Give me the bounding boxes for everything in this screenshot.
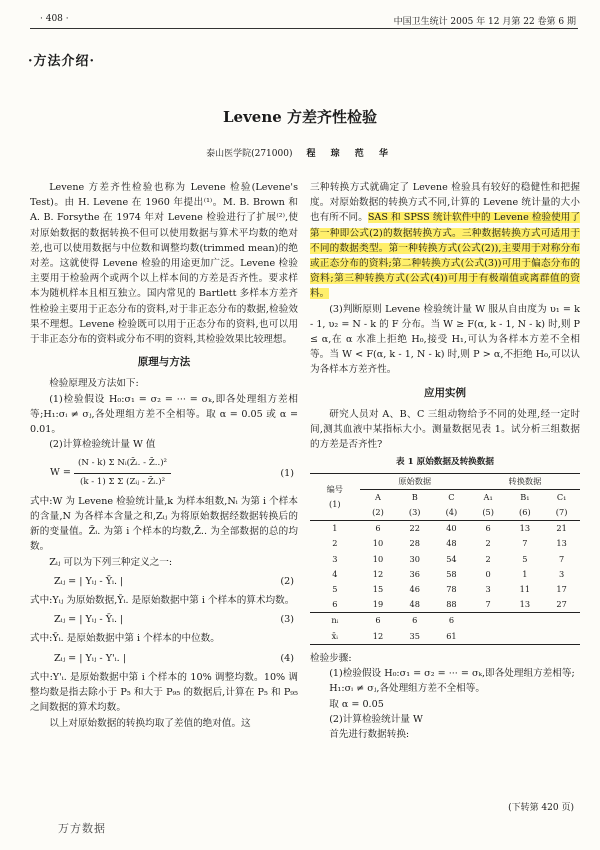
formula-w-lhs: W = <box>50 467 71 479</box>
table-cell: 6 <box>332 599 338 610</box>
affiliation-line <box>0 146 600 159</box>
left-last-line: 以上对原始数据的转换均取了差值的绝对值。这 <box>49 717 251 729</box>
step-1: (1)检验假设 H₀:σ₁ = σ₂ = ··· = σₖ,即各处理组方差相等;H₁:σᵢ ≠ σⱼ,各处理组方差不全相等。取 α = 0.05 或 α = 0.01。 <box>30 393 298 436</box>
table-body <box>310 521 580 613</box>
table-cell: 6 <box>485 523 491 534</box>
table-col-header: C₁ <box>556 491 567 502</box>
right-step-1b: H₁:σᵢ ≠ σⱼ,各处理组方差不全相等。 <box>329 683 485 695</box>
step-3: (3)判断原则 Levene 检验统计量 W 服从自由度为 υ₁ = k - 1, υ₂ = N - k 的 F 分布。当 W ≥ F(α, k - 1, N - k) 时,则 P ≤ α,在 α 水准上拒绝 H₀,接受 H₁,可认为各样本方差不全相等。当 W < F(α, k - 1, N - k) 时,则 P > α,不拒绝 H₀,可以认为各样本方差齐性。 <box>310 303 580 376</box>
table-cell: 3 <box>559 568 565 579</box>
continue-note: (下转第 420 页) <box>508 803 574 813</box>
table-col-number: (1) <box>329 498 341 509</box>
table-col-id: 编号 (1) <box>310 473 360 521</box>
table-row <box>310 597 580 613</box>
step-2: (2)计算检验统计量 W 值 <box>49 439 156 451</box>
table-cell: 48 <box>446 538 457 549</box>
table-cell: 28 <box>409 538 420 549</box>
table-mean-label: x̄ᵢ <box>331 630 338 641</box>
table-col-number: (3) <box>408 507 421 518</box>
section-label: ·方法介绍· <box>28 54 96 69</box>
right-step-1c: 取 α = 0.05 <box>329 698 384 710</box>
table-cell: 12 <box>372 630 384 641</box>
table-col-number: (5) <box>482 507 494 518</box>
example-paragraph: 研究人员对 A、B、C 三组动物给予不同的处理,经一定时间,测其血液中某指标大小。测量数据见表 1。试分析三组数据的方差是否齐性? <box>310 408 580 451</box>
table-group-trans: 转换数据 <box>470 473 580 489</box>
watermark: 万方数据 <box>58 822 106 835</box>
table-col-number: (7) <box>555 507 568 518</box>
data-table <box>310 455 580 644</box>
table-cell: 58 <box>446 568 457 579</box>
table-cell: 21 <box>556 523 567 534</box>
table-cell: 6 <box>412 615 418 626</box>
formula-2-expr: Zᵢⱼ = | Yᵢⱼ - Ȳᵢ. | <box>54 575 124 587</box>
table-col-header: C <box>448 491 455 502</box>
table-group-raw: 原始数据 <box>360 473 470 489</box>
header-rule <box>30 28 578 29</box>
table-caption: 表 1 原始数据及转换数据 <box>396 457 494 468</box>
table-cell: 4 <box>332 568 338 579</box>
intro-paragraph: Levene 方差齐性检验也称为 Levene 检验(Levene's Test)。由 H. Levene 在 1960 年提出⁽¹⁾。M. B. Brown 和 A. B. Forsythe 在 1974 年对 Levene 检验进行了扩展⁽²⁾,使对原始数据的数据转换不但可以使用数据与算术平均数的绝对差,也可以使用数据与中位数和调整均数(trimmed mean)的绝对差。这就使得 Levene 检验的用途更加广泛。Levene 检验主要用于检验两个或两个以上样本间的方差是否齐性。要求样本为随机样本且相互独立。国内常见的 Bartlett 多样本方差齐性检验主要用于正态分布的资料,对于非正态分布的数据,检验效果不理想。Levene 检验既可以用于正态分布的资料,也可以用于非正态分布的资料或分布不明的资料,其检验效果比较理想。 <box>30 182 298 346</box>
table-col-number: (2) <box>372 507 384 518</box>
equation-number-4: (4) <box>280 652 294 664</box>
table-row <box>310 521 580 537</box>
table-cell: 88 <box>446 599 457 610</box>
table-cell: 17 <box>556 584 567 595</box>
table-cell: 1 <box>522 568 528 579</box>
right-paragraph-1 <box>310 180 580 302</box>
right-column <box>310 180 580 742</box>
formula-2 <box>30 574 298 589</box>
table-cell: 61 <box>446 630 457 641</box>
formula-4 <box>30 651 298 666</box>
zij-intro: Zᵢⱼ 可以为下列三种定义之一: <box>49 556 173 568</box>
table-cell: 7 <box>559 553 565 564</box>
table-cell: 78 <box>446 584 457 595</box>
steps-title: 检验步骤: <box>310 652 352 664</box>
formula-4-expr: Zᵢⱼ = | Yᵢⱼ - Y'ᵢ. | <box>54 652 126 664</box>
table-cell: 13 <box>556 538 567 549</box>
table-col-number: (6) <box>519 507 531 518</box>
equation-number-2: (2) <box>280 575 294 587</box>
table-cell: 27 <box>556 599 567 610</box>
table-cell: 6 <box>375 615 381 626</box>
table-cell: 22 <box>409 523 420 534</box>
table-cell: 54 <box>446 553 457 564</box>
method-intro: 检验原理及方法如下: <box>49 378 139 390</box>
heading-principle: 原理与方法 <box>137 356 191 369</box>
article-title: Levene 方差齐性检验 <box>222 108 378 126</box>
table-row <box>310 536 580 551</box>
table-row <box>310 582 580 597</box>
formula-4-explanation: 式中:Y'ᵢ. 是原始数据中第 i 个样本的 10% 调整均数。10% 调整均数是指去除小于 P₅ 和大于 P₉₅ 的数据后,计算在 P₅ 和 P₉₅ 之间数据的算术均数。 <box>30 671 298 714</box>
table-col-header: B <box>411 491 418 502</box>
table-col-header: A₁ <box>483 491 493 502</box>
table-cell: 6 <box>375 523 381 534</box>
table-cell: 7 <box>485 599 491 610</box>
table-n-label: nᵢ <box>331 615 339 626</box>
table-col-header: B₁ <box>520 491 530 502</box>
formula-3 <box>30 612 298 627</box>
table-cell: 36 <box>409 568 420 579</box>
heading-example: 应用实例 <box>424 386 466 399</box>
right-paragraph-1a: 三种转换方式就确定了 Levene 检验具有较好的稳健性和把握度。对原始数据的转换方式不同,计算的 Levene 统计量的大小也有所不同。 <box>310 182 580 224</box>
table-cell: 0 <box>485 568 491 579</box>
formula-3-expr: Zᵢⱼ = | Yᵢⱼ - Ỹᵢ. | <box>54 614 124 626</box>
table-cell: 11 <box>519 584 531 595</box>
right-step-2: (2)计算检验统计量 W <box>329 713 423 725</box>
formula-3-explanation: 式中:Ỹᵢ. 是原始数据中第 i 个样本的中位数。 <box>30 633 220 645</box>
table-cell: 13 <box>519 523 531 534</box>
formula-2-explanation: 式中:Yᵢⱼ 为原始数据,Ȳᵢ. 是原始数据中第 i 个样本的算术均数。 <box>30 595 295 607</box>
table-cell: 2 <box>485 538 491 549</box>
table-cell: 3 <box>332 553 338 564</box>
table-row <box>310 567 580 582</box>
table-cell: 7 <box>522 538 528 549</box>
affiliation: 泰山医学院(271000) <box>206 149 293 159</box>
page-number: · 408 · <box>40 14 69 24</box>
right-step-2b: 首先进行数据转换: <box>329 728 410 740</box>
formula-w-denominator: (k - 1) Σ Σ (Zᵢⱼ - Z̄ᵢ.)² <box>80 476 166 487</box>
highlighted-text[interactable]: SAS 和 SPSS 统计软件中的 Levene 检验使用了第一种即公式(2)的数据转换方式。三种数据转换方式可适用于不同的数据类型。第一种转换方式(公式(2)),主要用于对称分布或正态分布的资料;第二种转换方式(公式(3))可用于偏态分布的资料;第三种转换方式(公式(4))可用于有极端值或离群值的资料。 <box>310 212 581 300</box>
table-cell: 10 <box>372 553 384 564</box>
table-cell: 12 <box>372 568 384 579</box>
table-cell: 2 <box>332 538 338 549</box>
table-cell: 2 <box>485 553 491 564</box>
journal-info: 中国卫生统计 2005 年 12 月第 22 卷第 6 期 <box>393 17 576 27</box>
formula-w <box>30 456 298 489</box>
table-cell: 5 <box>332 584 338 595</box>
table-row <box>310 552 580 567</box>
table-cell: 1 <box>332 523 338 534</box>
formula-w-numerator: (N - k) Σ Nᵢ(Z̄ᵢ. - Z̄..)² <box>74 456 171 473</box>
table-cell: 48 <box>409 599 420 610</box>
equation-number-1: (1) <box>280 467 294 479</box>
right-step-1: (1)检验假设 H₀:σ₁ = σ₂ = ··· = σₖ,即各处理组方差相等; <box>329 668 575 680</box>
table-cell: 10 <box>372 538 384 549</box>
formula-w-fraction <box>74 456 171 489</box>
table-col-number: (4) <box>445 507 458 518</box>
table-cell: 30 <box>409 553 420 564</box>
table-cell: 13 <box>519 599 531 610</box>
table-cell: 3 <box>485 584 491 595</box>
table-cell: 46 <box>409 584 420 595</box>
left-column <box>30 180 298 731</box>
table-cell: 5 <box>522 553 528 564</box>
formula-explanation: 式中:W 为 Levene 检验统计量,k 为样本组数,Nᵢ 为第 i 个样本的含量,N 为各样本含量之和,Zᵢⱼ 为将原始数据经数据转换后的新的变量值。Z̄ᵢ. 为第 i 个样本的均数,Z̄.. 为全部数据的总的均数。 <box>30 495 298 553</box>
table-cell: 35 <box>409 630 420 641</box>
table-cell: 40 <box>446 523 457 534</box>
table-cell: 6 <box>448 615 455 626</box>
table-cell: 19 <box>372 599 384 610</box>
table-col-header: A <box>375 491 381 502</box>
equation-number-3: (3) <box>280 614 294 626</box>
authors: 程 琮 范 华 <box>306 149 394 159</box>
table-cell: 15 <box>372 584 384 595</box>
